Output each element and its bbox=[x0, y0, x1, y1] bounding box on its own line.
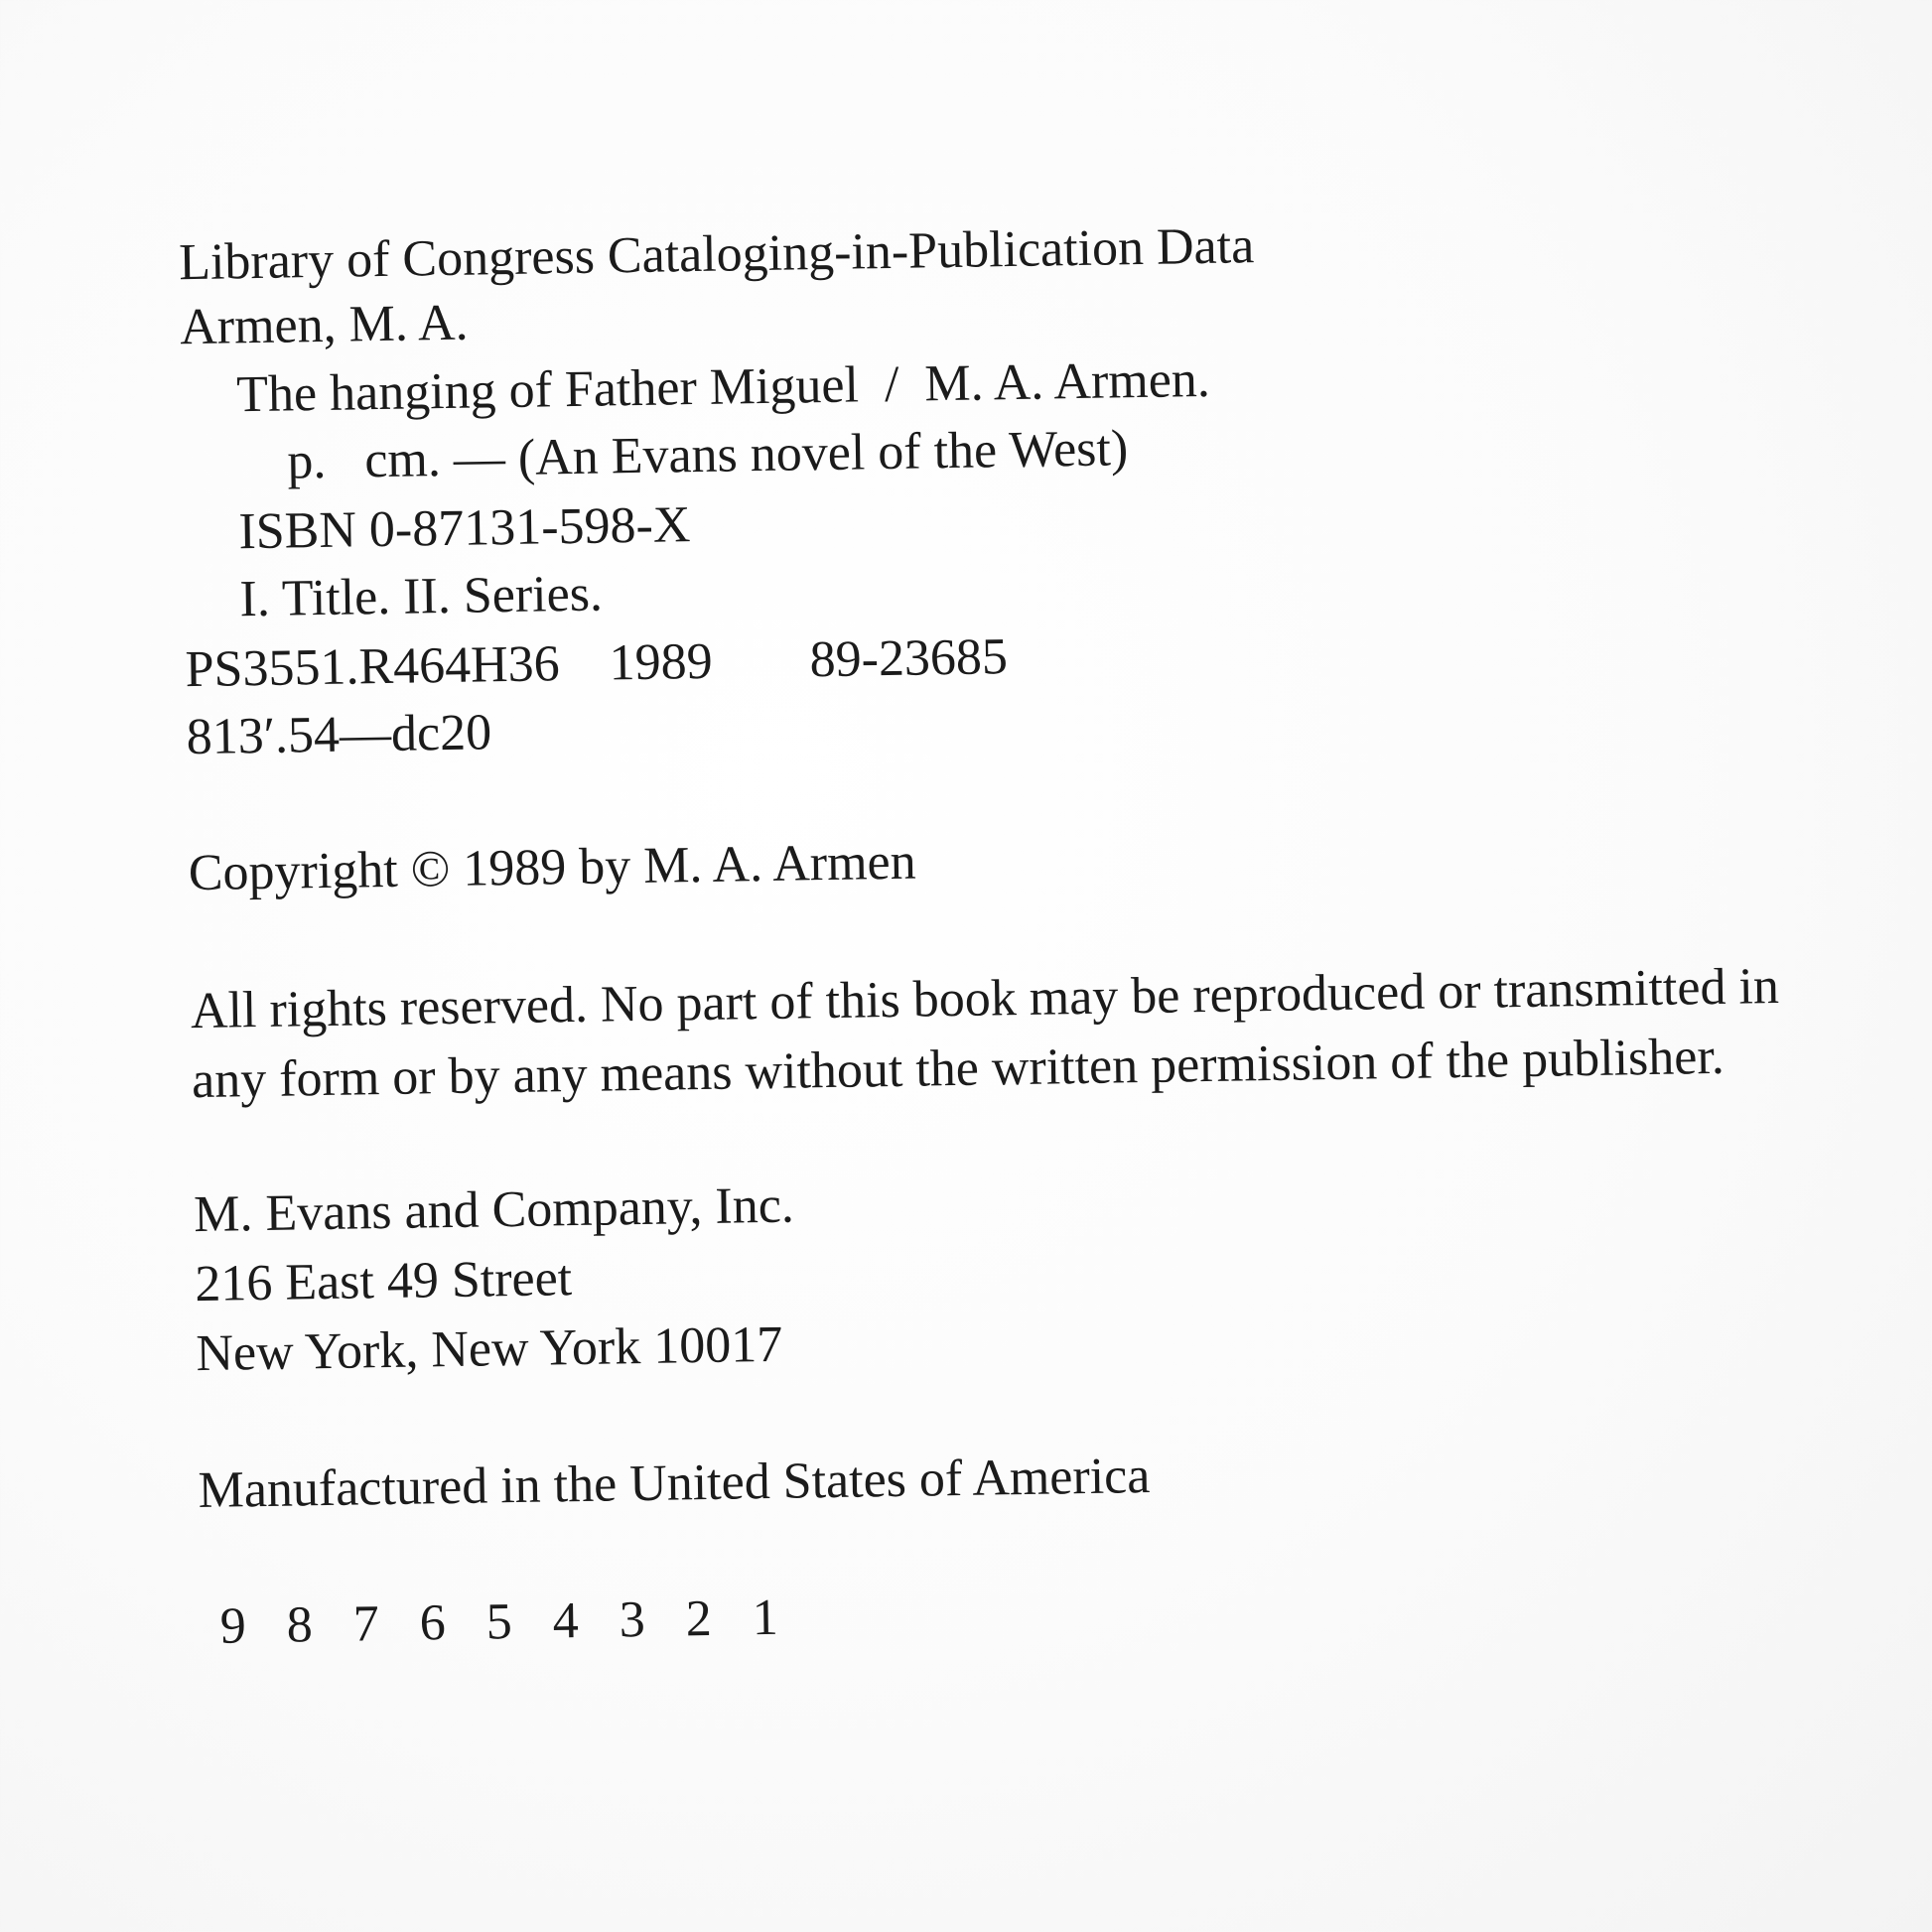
cip-title-statement: The hanging of Father Miguel / M. A. Armen. bbox=[235, 350, 1211, 424]
publisher-name: M. Evans and Company, Inc. bbox=[193, 1176, 795, 1244]
cip-year: 1989 bbox=[609, 632, 714, 692]
cip-author: Armen, M. A. bbox=[179, 294, 469, 356]
rights-line-1: All rights reserved. No part of this book may be reproduced or transmitted in bbox=[190, 957, 1780, 1040]
cip-dewey: 813′.54—dc20 bbox=[186, 704, 492, 766]
cip-heading: Library of Congress Cataloging-in-Publication Data bbox=[178, 217, 1255, 292]
copyright-notice: Copyright © 1989 by M. A. Armen bbox=[188, 833, 917, 902]
printing-line: 9 8 7 6 5 4 3 2 1 bbox=[219, 1588, 793, 1655]
cip-physical-series: p. cm. — (An Evans novel of the West) bbox=[286, 420, 1129, 490]
publisher-street: 216 East 49 Street bbox=[194, 1250, 573, 1313]
cip-isbn: ISBN 0-87131-598-X bbox=[237, 496, 691, 561]
cip-added-entries: I. Title. II. Series. bbox=[239, 565, 604, 628]
rights-line-2: any form or by any means without the written permission of the publisher. bbox=[191, 1028, 1725, 1110]
cip-lccn: 89-23685 bbox=[809, 628, 1009, 689]
manufactured-notice: Manufactured in the United States of America bbox=[198, 1447, 1151, 1520]
cip-classification-row bbox=[185, 627, 1008, 700]
cip-lc-class: PS3551.R464H36 bbox=[185, 635, 561, 699]
publisher-city: New York, New York 10017 bbox=[195, 1315, 783, 1383]
